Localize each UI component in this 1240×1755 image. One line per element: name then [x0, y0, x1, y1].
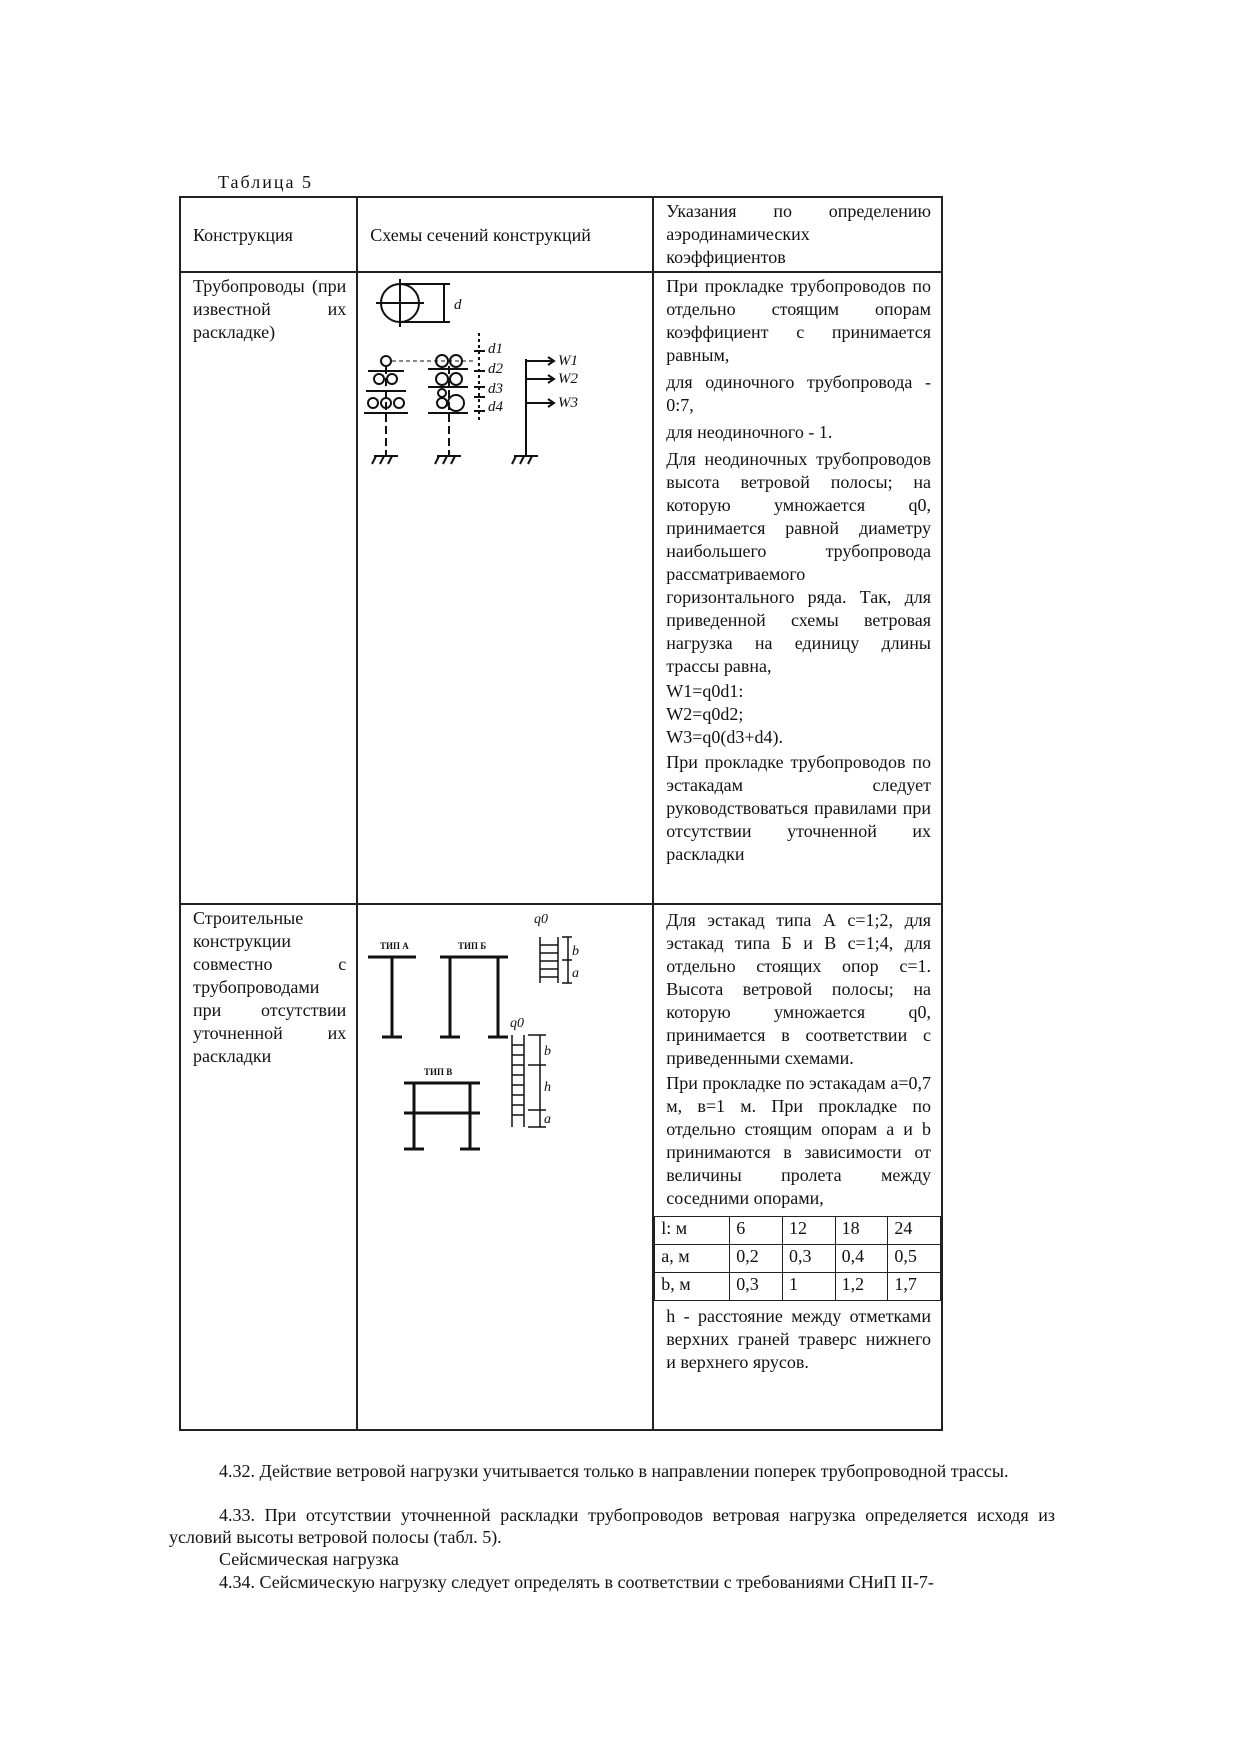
- label-type-a: ТИП А: [380, 941, 410, 951]
- label-w3: W3: [558, 395, 579, 411]
- row1-construction: Трубопроводы (при известной их раскладке): [193, 276, 347, 342]
- label-d3: d3: [488, 381, 504, 397]
- row2-scheme-cell: [357, 904, 653, 1430]
- span-cell: 18: [835, 1217, 888, 1245]
- paragraph-4-32: 4.32. Действие ветровой нагрузки учитывается только в направлении поперек трубопроводной трассы.: [219, 1461, 1009, 1481]
- span-cell: 1,2: [835, 1273, 888, 1301]
- span-label-l: l: м: [655, 1217, 730, 1245]
- label-q0-top: q0: [534, 912, 549, 927]
- label-type-v: ТИП В: [424, 1067, 453, 1077]
- label-w2: W2: [558, 371, 579, 387]
- label-a-mid: a: [544, 1112, 552, 1127]
- header-construction: Конструкция: [193, 225, 293, 245]
- paragraph-4-34: 4.34. Сейсмическую нагрузку следует определять в соответствии с требованиями СНиП II-7-: [219, 1572, 934, 1592]
- table-row-structures: [180, 904, 942, 1430]
- span-cell: 0,5: [888, 1245, 941, 1273]
- span-cell: 0,3: [782, 1245, 835, 1273]
- formula-w3: W3=q0(d3+d4).: [666, 727, 784, 747]
- span-row-l: [655, 1217, 941, 1245]
- label-type-b: ТИП Б: [458, 941, 487, 951]
- span-label-b: b, м: [655, 1273, 730, 1301]
- table-5: [179, 196, 943, 1431]
- label-d1: d1: [488, 341, 504, 357]
- header-instructions: Указания по определению аэродинамических коэффициентов: [666, 201, 931, 267]
- row1-p3: для неодиночного - 1.: [666, 422, 833, 442]
- row2-p1: Для эстакад типа А с=1;2, для эстакад типа Б и В с=1;4, для отдельно стоящих опор с=1. Высота ветровой полосы; на которую умножается q0, принимается в соответствии с приведенными схемами.: [666, 910, 931, 1068]
- label-d: d: [454, 297, 462, 313]
- label-h-mid: h: [544, 1080, 552, 1095]
- header-schemes: Схемы сечений конструкций: [370, 225, 591, 245]
- row1-p1: При прокладке трубопроводов по отдельно стоящим опорам коэффициент c принимается равным,: [666, 276, 931, 365]
- span-cell: 0,3: [730, 1273, 783, 1301]
- label-b-top: b: [572, 944, 580, 959]
- label-q0-mid: q0: [510, 1016, 525, 1031]
- pipelines-scheme-diagram: [358, 273, 652, 473]
- row1-scheme-cell: [357, 272, 653, 904]
- trestle-scheme-diagram: [358, 905, 652, 1155]
- label-d2: d2: [488, 361, 504, 377]
- label-b-mid: b: [544, 1044, 552, 1059]
- span-row-a: [655, 1245, 941, 1273]
- row2-instructions-cell: [653, 904, 942, 1430]
- label-d4: d4: [488, 399, 504, 415]
- label-w1: W1: [558, 353, 579, 369]
- row2-construction: Строительные конструкции совместно с трубопроводами при отсутствии уточненной их раскладки: [193, 908, 347, 1066]
- span-cell: 1: [782, 1273, 835, 1301]
- span-table: [654, 1216, 941, 1301]
- row1-instructions-cell: [653, 272, 942, 904]
- row1-p2: для одиночного трубопровода - 0:7,: [666, 372, 931, 415]
- header-construction-cell: [180, 197, 357, 272]
- row2-p3: h - расстояние между отметками верхних граней траверс нижнего и верхнего ярусов.: [666, 1306, 931, 1372]
- row2-construction-cell: [180, 904, 357, 1430]
- span-cell: 1,7: [888, 1273, 941, 1301]
- span-cell: 24: [888, 1217, 941, 1245]
- span-cell: 12: [782, 1217, 835, 1245]
- header-instructions-cell: [653, 197, 942, 272]
- header-schemes-cell: [357, 197, 653, 272]
- formula-w2: W2=q0d2;: [666, 704, 744, 724]
- row1-p4: Для неодиночных трубопроводов высота ветровой полосы; на которую умножается q0, принимается равной диаметру наибольшего трубопровода рассматриваемого горизонтального ряда. Так, для приведенной схемы ветровая нагрузка на единицу длины трассы равна,: [666, 449, 931, 676]
- row1-construction-cell: [180, 272, 357, 904]
- row2-p2: При прокладке по эстакадам а=0,7 м, в=1 м. При прокладке по отдельно стоящим опорам a и b принимаются в зависимости от величины пролета между соседними опорами,: [666, 1073, 931, 1208]
- paragraph-4-33: 4.33. При отсутствии уточненной раскладки трубопроводов ветровая нагрузка определяется исходя из условий высоты ветровой полосы (табл. 5).: [169, 1505, 1055, 1547]
- span-label-a: a, м: [655, 1245, 730, 1273]
- span-cell: 0,2: [730, 1245, 783, 1273]
- section-heading: Сейсмическая нагрузка: [219, 1549, 399, 1569]
- table-header-row: [180, 197, 942, 272]
- span-row-b: [655, 1273, 941, 1301]
- span-cell: 0,4: [835, 1245, 888, 1273]
- span-cell: 6: [730, 1217, 783, 1245]
- formula-w1: W1=q0d1:: [666, 681, 744, 701]
- table-row-pipelines: [180, 272, 942, 904]
- label-a-top: a: [572, 966, 580, 981]
- table-caption: Таблица 5: [218, 172, 313, 192]
- row1-p5: При прокладке трубопроводов по эстакадам следует руководствоваться правилами при отсутствии уточненной их раскладки: [666, 752, 931, 864]
